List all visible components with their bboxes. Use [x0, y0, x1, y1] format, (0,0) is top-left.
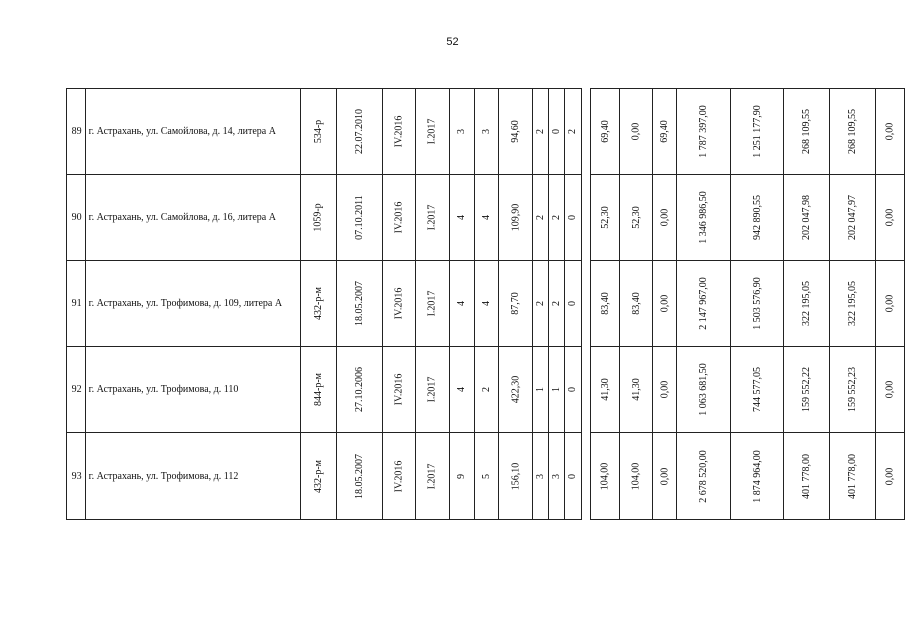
count-cell: 2: [549, 261, 565, 347]
plan-end-cell: I.2017: [415, 261, 449, 347]
page-number: 52: [446, 36, 459, 48]
cost-fund-cell: 1 251 177,90: [730, 89, 784, 175]
count-cell: 4: [474, 175, 499, 261]
count-cell: 3: [474, 89, 499, 175]
cost-local-cell: 268 109,55: [830, 89, 876, 175]
count-cell: 0: [549, 89, 565, 175]
row-number: 90: [67, 175, 86, 261]
plan-end-cell: I.2017: [415, 175, 449, 261]
cost-other-cell: 0,00: [876, 175, 905, 261]
doc-date-cell: 07.10.2011: [336, 175, 382, 261]
spacer-cell: [581, 433, 591, 520]
spacer-cell: [581, 89, 591, 175]
count-cell: 0: [565, 347, 581, 433]
area-cell: 52,30: [619, 175, 652, 261]
table-row: [67, 433, 905, 520]
plan-start-cell: IV.2016: [382, 175, 415, 261]
cost-fund-cell: 1 874 964,00: [730, 433, 784, 520]
spacer-cell: [581, 347, 591, 433]
cost-other-cell: 0,00: [876, 261, 905, 347]
area-cell: 94,60: [499, 89, 533, 175]
address-cell: г. Астрахань, ул. Трофимова, д. 112: [85, 433, 300, 520]
cost-other-cell: 0,00: [876, 433, 905, 520]
table-row: [67, 89, 905, 175]
row-number: 91: [67, 261, 86, 347]
doc-date-cell: 18.05.2007: [336, 433, 382, 520]
area-cell: 69,40: [591, 89, 620, 175]
row-number: 89: [67, 89, 86, 175]
cost-local-cell: 401 778,00: [830, 433, 876, 520]
area-cell: 41,30: [591, 347, 620, 433]
table-row: [67, 261, 905, 347]
count-cell: 2: [532, 175, 548, 261]
resettlement-table: [66, 88, 905, 520]
count-cell: 1: [532, 347, 548, 433]
count-cell: 4: [449, 175, 474, 261]
cost-region-cell: 268 109,55: [784, 89, 830, 175]
doc-date-cell: 27.10.2006: [336, 347, 382, 433]
cost-total-cell: 1 346 986,50: [677, 175, 731, 261]
cost-other-cell: 0,00: [876, 347, 905, 433]
plan-start-cell: IV.2016: [382, 433, 415, 520]
area-cell: 0,00: [652, 433, 677, 520]
cost-total-cell: 2 147 967,00: [677, 261, 731, 347]
count-cell: 3: [532, 433, 548, 520]
plan-start-cell: IV.2016: [382, 89, 415, 175]
cost-region-cell: 322 195,05: [784, 261, 830, 347]
area-cell: 87,70: [499, 261, 533, 347]
cost-fund-cell: 744 577,05: [730, 347, 784, 433]
spacer-cell: [581, 175, 591, 261]
doc-number-cell: 432-р-м: [300, 261, 336, 347]
doc-date-cell: 22.07.2010: [336, 89, 382, 175]
area-cell: 104,00: [591, 433, 620, 520]
plan-start-cell: IV.2016: [382, 261, 415, 347]
row-number: 93: [67, 433, 86, 520]
cost-total-cell: 1 063 681,50: [677, 347, 731, 433]
cost-local-cell: 322 195,05: [830, 261, 876, 347]
cost-local-cell: 202 047,97: [830, 175, 876, 261]
count-cell: 1: [549, 347, 565, 433]
cost-fund-cell: 942 890,55: [730, 175, 784, 261]
count-cell: 4: [474, 261, 499, 347]
cost-region-cell: 401 778,00: [784, 433, 830, 520]
address-cell: г. Астрахань, ул. Трофимова, д. 110: [85, 347, 300, 433]
area-cell: 69,40: [652, 89, 677, 175]
area-cell: 0,00: [652, 347, 677, 433]
address-cell: г. Астрахань, ул. Самойлова, д. 16, литера А: [85, 175, 300, 261]
address-cell: г. Астрахань, ул. Самойлова, д. 14, литера А: [85, 89, 300, 175]
area-cell: 52,30: [591, 175, 620, 261]
count-cell: 4: [449, 261, 474, 347]
cost-total-cell: 1 787 397,00: [677, 89, 731, 175]
doc-number-cell: 534-р: [300, 89, 336, 175]
spacer-cell: [581, 261, 591, 347]
area-cell: 0,00: [652, 175, 677, 261]
area-cell: 83,40: [591, 261, 620, 347]
count-cell: 3: [549, 433, 565, 520]
cost-total-cell: 2 678 520,00: [677, 433, 731, 520]
area-cell: 422,30: [499, 347, 533, 433]
doc-number-cell: 844-р-м: [300, 347, 336, 433]
count-cell: 2: [474, 347, 499, 433]
area-cell: 83,40: [619, 261, 652, 347]
table-row: [67, 347, 905, 433]
cost-other-cell: 0,00: [876, 89, 905, 175]
area-cell: 109,90: [499, 175, 533, 261]
address-cell: г. Астрахань, ул. Трофимова, д. 109, литера А: [85, 261, 300, 347]
table-row: [67, 175, 905, 261]
count-cell: 2: [565, 89, 581, 175]
count-cell: 0: [565, 433, 581, 520]
count-cell: 5: [474, 433, 499, 520]
plan-end-cell: I.2017: [415, 347, 449, 433]
cost-fund-cell: 1 503 576,90: [730, 261, 784, 347]
count-cell: 4: [449, 347, 474, 433]
area-cell: 0,00: [652, 261, 677, 347]
count-cell: 2: [549, 175, 565, 261]
doc-number-cell: 432-р-м: [300, 433, 336, 520]
area-cell: 41,30: [619, 347, 652, 433]
count-cell: 0: [565, 175, 581, 261]
cost-region-cell: 202 047,98: [784, 175, 830, 261]
row-number: 92: [67, 347, 86, 433]
area-cell: 156,10: [499, 433, 533, 520]
plan-end-cell: I.2017: [415, 89, 449, 175]
count-cell: 0: [565, 261, 581, 347]
area-cell: 0,00: [619, 89, 652, 175]
count-cell: 2: [532, 89, 548, 175]
plan-end-cell: I.2017: [415, 433, 449, 520]
count-cell: 3: [449, 89, 474, 175]
cost-region-cell: 159 552,22: [784, 347, 830, 433]
count-cell: 2: [532, 261, 548, 347]
cost-local-cell: 159 552,23: [830, 347, 876, 433]
plan-start-cell: IV.2016: [382, 347, 415, 433]
area-cell: 104,00: [619, 433, 652, 520]
doc-date-cell: 18.05.2007: [336, 261, 382, 347]
doc-number-cell: 1059-р: [300, 175, 336, 261]
count-cell: 9: [449, 433, 474, 520]
